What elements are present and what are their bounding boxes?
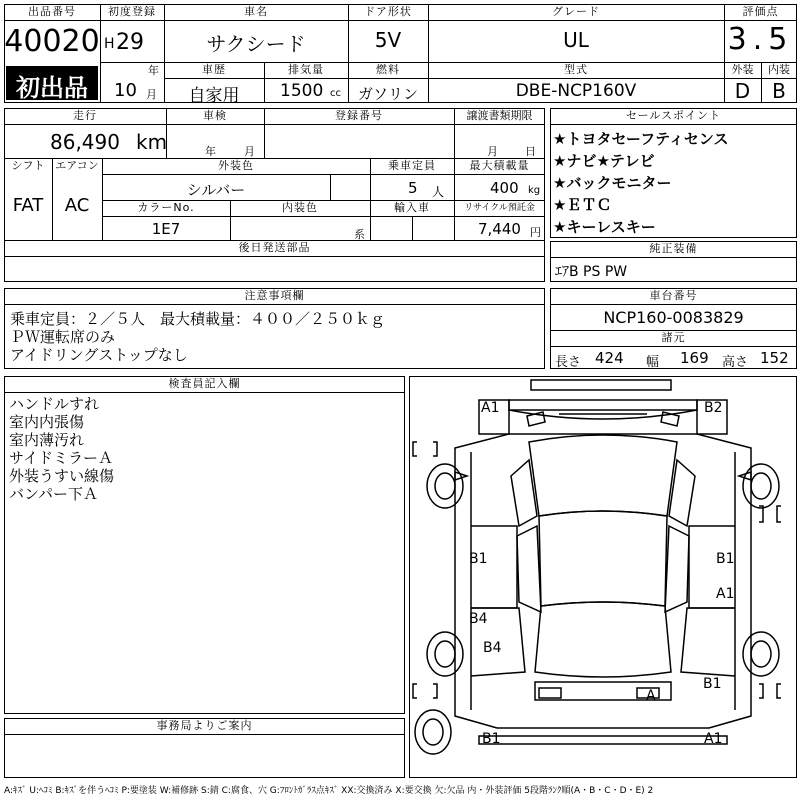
max-load-value: 400 xyxy=(490,179,519,197)
history-label: 車歴 xyxy=(202,63,226,76)
right-bracket-2b xyxy=(777,684,781,698)
score-label: 評価点 xyxy=(742,5,779,18)
transfer-day-unit: 日 xyxy=(525,145,536,158)
transfer-month-unit: 月 xyxy=(487,145,498,158)
damage-legend: A:ｷｽﾞ U:ﾍｺﾐ B:ｷｽﾞを伴うﾍｺﾐ P:要塗装 W:補修跡 S:錆 C:腐食、穴 G:ﾌﾛﾝﾄｶﾞﾗｽ点ｷｽﾞ XX:交換済み X:要交換 欠:欠品 内・外装評価 5段階ﾗﾝｸ順(A・B・C・D・E) 2 xyxy=(4,786,654,796)
model-label: 型式 xyxy=(564,63,588,76)
note-line: アイドリングストップなし xyxy=(10,346,188,364)
first-reg-era: H xyxy=(104,36,115,52)
door-value: 5V xyxy=(374,28,402,52)
roof xyxy=(539,511,667,606)
equipment-label: 純正装備 xyxy=(649,242,698,255)
equipment-value: ｴｱB PS PW xyxy=(555,264,628,280)
width-label: 幅 xyxy=(646,355,660,370)
damage-right-rear-quarter: B1 xyxy=(703,676,722,692)
dimensions-label: 諸元 xyxy=(661,331,686,344)
mileage-value: 86,490 xyxy=(50,130,120,154)
sales-point-item: ★バックモニター xyxy=(553,174,672,192)
color-no-value: 1E7 xyxy=(151,220,181,238)
height-label: 高さ xyxy=(722,355,749,370)
recycle-value: 7,440 xyxy=(478,220,521,238)
left-bracket-2b xyxy=(433,684,437,698)
inspector-line: 外装うすい線傷 xyxy=(9,467,115,485)
wheel-front-right xyxy=(743,464,779,508)
sales-point-item: ★ＥＴＣ xyxy=(553,196,612,214)
first-reg-month: 10 xyxy=(114,80,137,101)
inspector-label: 検査員記入欄 xyxy=(168,377,241,390)
later-parts-label: 後日発送部品 xyxy=(238,241,311,254)
left-front-door xyxy=(471,526,517,608)
recycle-unit: 円 xyxy=(530,226,541,239)
car-name-label: 車名 xyxy=(244,5,268,18)
left-bracket-2 xyxy=(413,684,417,698)
sales-points-label: セールスポイント xyxy=(625,109,721,122)
ext-score-label: 外装 xyxy=(731,63,754,76)
interior-color-label: 内装色 xyxy=(282,201,318,214)
exterior-color-label: 外装色 xyxy=(218,159,254,172)
left-rear-window xyxy=(517,526,541,612)
int-score-value: B xyxy=(772,79,786,103)
inspector-line: 室内内張傷 xyxy=(9,413,85,431)
wheel-front-left xyxy=(427,464,463,508)
capacity-label: 乗車定員 xyxy=(388,159,436,172)
damage-left-door: B1 xyxy=(469,551,488,567)
note-line: 乗車定員：２／５人 最大積載量：４００／２５０ｋｇ xyxy=(10,310,386,328)
damage-rear-bumper-left: B1 xyxy=(482,731,501,747)
damage-front-left: A1 xyxy=(481,400,500,416)
mileage-label: 走行 xyxy=(73,109,97,122)
fuel-label: 燃料 xyxy=(376,63,400,76)
shift-label: シフト xyxy=(11,159,45,172)
exterior-color-value: シルバー xyxy=(186,181,246,199)
car-diagram xyxy=(409,376,797,778)
left-bracket-1b xyxy=(433,442,437,456)
inspector-line: ハンドルすれ xyxy=(9,395,100,413)
notes-label: 注意事項欄 xyxy=(244,289,305,302)
length-value: 424 xyxy=(595,349,624,367)
first-reg-label: 初度登録 xyxy=(108,5,156,18)
inspector-line: バンパー下Ａ xyxy=(9,485,98,503)
damage-left-rear-door: B4 xyxy=(469,611,488,627)
damage-right-rear-door: A1 xyxy=(716,586,735,602)
capacity-value: 5 xyxy=(408,179,418,197)
wheel-rear-left xyxy=(427,632,463,676)
right-rear-window xyxy=(665,526,689,612)
sales-point-item: ★ナビ★テレビ xyxy=(553,152,655,170)
rear-window xyxy=(535,602,671,677)
import-label: 輸入車 xyxy=(394,201,430,214)
history-value: 自家用 xyxy=(188,86,240,106)
aircon-label: エアコン xyxy=(55,159,99,172)
inspector-line: サイドミラーＡ xyxy=(9,449,113,467)
door-label: ドア形状 xyxy=(364,5,412,18)
right-bracket-1b xyxy=(777,506,781,522)
damage-front-right: B2 xyxy=(704,400,723,416)
damage-rear-bumper-right: A1 xyxy=(704,731,723,747)
lot-number: 40020 xyxy=(4,24,100,59)
chassis-label: 車台番号 xyxy=(649,289,698,302)
sales-points-list xyxy=(553,128,728,238)
ext-score-value: D xyxy=(734,79,751,103)
fuel-value: ガソリン xyxy=(357,85,418,103)
damage-left-rear-quarter: B4 xyxy=(483,640,502,656)
max-load-label: 最大積載量 xyxy=(469,159,530,172)
left-bracket-1 xyxy=(413,442,417,456)
first-reg-year-unit: 年 xyxy=(148,64,159,77)
length-label: 長さ xyxy=(555,355,582,370)
inspection-year-unit: 年 xyxy=(205,145,216,158)
damage-right-door: B1 xyxy=(716,551,735,567)
displacement-unit: cc xyxy=(330,88,341,99)
capacity-unit: 人 xyxy=(432,185,445,199)
right-rear-door xyxy=(681,608,735,676)
lot-label: 出品番号 xyxy=(28,5,76,18)
displacement-value: 1500 xyxy=(280,81,324,101)
recycle-label: リサイクル預託金 xyxy=(464,203,535,213)
sales-point-item: ★トヨタセーフティセンス xyxy=(553,130,729,148)
score-value: 3.5 xyxy=(727,22,794,57)
mileage-unit: km xyxy=(136,130,168,154)
first-reg-month-unit: 月 xyxy=(146,88,157,101)
damage-rear-gate: A xyxy=(646,688,656,704)
transfer-label: 譲渡書類期限 xyxy=(466,109,533,122)
windshield xyxy=(529,435,677,516)
reg-no-label: 登録番号 xyxy=(335,109,383,122)
rear-bumper xyxy=(479,736,727,744)
model-value: DBE-NCP160V xyxy=(515,81,637,101)
first-reg-year: 29 xyxy=(116,30,144,55)
office-label: 事務局よりご案内 xyxy=(156,719,253,732)
bonnet-front xyxy=(509,400,697,410)
first-listing-text: 初出品 xyxy=(16,74,88,102)
car-name-value: サクシード xyxy=(206,32,306,56)
max-load-unit: kg xyxy=(528,185,541,196)
interior-color-unit: 系 xyxy=(354,228,365,241)
spare-wheel xyxy=(415,710,451,754)
note-line: ＰＷ運転席のみ xyxy=(10,328,116,346)
int-score-label: 内装 xyxy=(768,63,790,76)
color-no-label: カラーNo. xyxy=(137,201,195,214)
inspector-line: 室内薄汚れ xyxy=(9,431,85,449)
grade-label: グレード xyxy=(552,5,600,18)
width-value: 169 xyxy=(680,349,709,367)
displacement-label: 排気量 xyxy=(288,63,324,76)
inspection-label: 車検 xyxy=(203,109,227,122)
sales-point-item: ★キーレスキー xyxy=(553,218,656,236)
chassis-value: NCP160-0083829 xyxy=(603,308,744,327)
front-bumper-part xyxy=(531,380,671,390)
wheel-rear-right xyxy=(743,632,779,676)
inspector-lines xyxy=(9,395,114,503)
right-bracket-2 xyxy=(759,684,763,698)
aircon-value: AC xyxy=(64,195,90,216)
notes-lines xyxy=(10,310,385,364)
inspection-month-unit: 月 xyxy=(244,145,255,158)
grade-value: UL xyxy=(563,28,589,52)
rear-lamp-left xyxy=(539,688,561,698)
shift-value: FAT xyxy=(12,195,44,216)
height-value: 152 xyxy=(760,349,789,367)
